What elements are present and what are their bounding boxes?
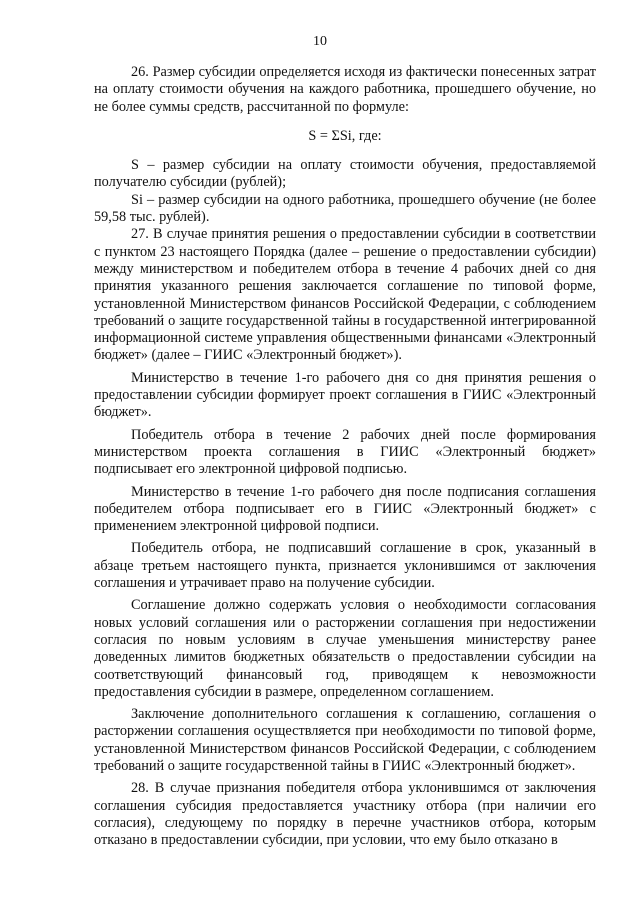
definition-s: S – размер субсидии на оплату стоимости обучения, предоставляемой получателю субсидии (рублей); — [94, 157, 596, 191]
document-body — [94, 64, 596, 849]
paragraph-27-evasion: Победитель отбора, не подписавший соглашение в срок, указанный в абзаце третьем настоящего пункта, признается уклонившимся от заключения соглашения и утрачивает право на получение субсидии. — [94, 540, 596, 592]
paragraph-28: 28. В случае признания победителя отбора уклонившимся от заключения соглашения субсидия предоставляется участнику отбора (при наличии его согласия), следующему по порядку в перечне участников отбора, которым отказано в предоставлении субсидии, при условии, что ему было отказано в — [94, 780, 596, 849]
paragraph-27-agreement-terms: Соглашение должно содержать условия о необходимости согласования новых условий соглашения или о расторжении соглашения при недостижении согласия по новым условиям в случае уменьшения министерству ранее доведенных лимитов бюджетных обязательств о предоставлении субсидии на соответствующий финансовый год, приводящем к невозможности предоставления субсидии в размере, определенном соглашением. — [94, 597, 596, 700]
definition-si: Si – размер субсидии на одного работника, прошедшего обучение (не более 59,58 тыс. рублей). — [94, 191, 596, 226]
paragraph-27: 27. В случае принятия решения о предоставлении субсидии в соответствии с пунктом 23 настоящего Порядка (далее – решение о предоставлении субсидии) между министерством и победителем отбора в течение 4 рабочих дней со дня принятия указанного решения заключается соглашение по типовой форме, установленной Министерством финансов Российской Федерации, с соблюдением требований о защите государственной тайны в государственной интегрированной информационной системе управления общественными финансами «Электронный бюджет» (далее – ГИИС «Электронный бюджет»). — [94, 226, 596, 364]
page-number: 10 — [313, 34, 327, 49]
formula: S = ΣSi, где: — [308, 127, 382, 144]
paragraph-27-additional-agreement: Заключение дополнительного соглашения к соглашению, соглашения о расторжении соглашения осуществляется при необходимости по типовой форме, установленной Министерством финансов Российской Федерации, с соблюдением требований о защите государственной тайны в ГИИС «Электронный бюджет». — [94, 706, 596, 774]
paragraph-27-winner-signs: Победитель отбора в течение 2 рабочих дней после формирования министерством проекта соглашения в ГИИС «Электронный бюджет» подписывает его электронной цифровой подписью. — [94, 426, 596, 478]
paragraph-27-ministry-signs: Министерство в течение 1-го рабочего дня после подписания соглашения победителем отбора подписывает его в ГИИС «Электронный бюджет» с применением электронной цифровой подписи. — [94, 483, 596, 535]
paragraph-26: 26. Размер субсидии определяется исходя из фактически понесенных затрат на оплату стоимости обучения на каждого работника, прошедшего обучение, но не более суммы средств, рассчитанной по формуле: — [94, 64, 596, 115]
paragraph-27-ministry-draft: Министерство в течение 1-го рабочего дня со дня принятия решения о предоставлении субсидии формирует проект соглашения в ГИИС «Электронный бюджет». — [94, 369, 596, 421]
